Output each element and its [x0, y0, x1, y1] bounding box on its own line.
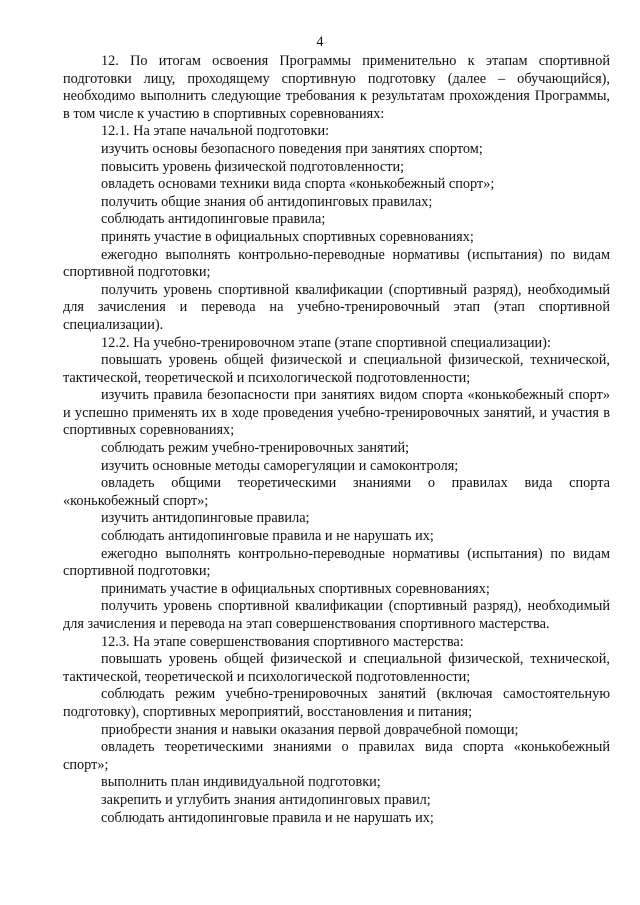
list-item: изучить основы безопасного поведения при занятиях спортом; — [101, 140, 483, 157]
list-item: овладеть теоретическими знаниями о правилах вида спорта «конькобежный спорт»; — [63, 739, 610, 773]
list-item: соблюдать антидопинговые правила и не нарушать их; — [101, 528, 434, 545]
list-item: ежегодно выполнять контрольно-переводные нормативы (испытания) по видам спортивной подготовки; — [63, 246, 610, 281]
list-item: выполнить план индивидуальной подготовки; — [101, 774, 381, 791]
list-item: овладеть общими теоретическими знаниями о правилах вида спорта «конькобежный спорт»; — [63, 475, 610, 509]
section-heading-12-1: 12.1. На этапе начальной подготовки: — [101, 123, 330, 140]
section-heading-12-3: 12.3. На этапе совершенствования спортивного мастерства: — [101, 633, 464, 650]
list-item: получить уровень спортивной квалификации (спортивный разряд), необходимый для зачисления и перевода на этап совершенствования спортивного мастерства. — [63, 598, 610, 632]
list-item: изучить основные методы саморегуляции и самоконтроля; — [101, 457, 459, 474]
document-body — [63, 53, 610, 827]
list-item: принимать участие в официальных спортивных соревнованиях; — [101, 580, 490, 597]
paragraph-12-intro: 12. По итогам освоения Программы применительно к этапам спортивной подготовки лицу, проходящему спортивную подготовку (далее – обучающийся), необходимо выполнить следующие требования к результатам прохождения Программы, в том числе к участию в спортивных соревнованиях: — [63, 53, 610, 122]
list-item: получить общие знания об антидопинговых правилах; — [101, 193, 433, 210]
list-item: принять участие в официальных спортивных соревнованиях; — [101, 228, 474, 245]
list-item: повысить уровень физической подготовленности; — [101, 158, 405, 175]
list-item: изучить антидопинговые правила; — [101, 510, 310, 527]
page-number: 4 — [316, 34, 324, 50]
list-item: повышать уровень общей физической и специальной физической, технической, тактической, теоретической и психологической подготовленности; — [63, 651, 610, 685]
list-item: закрепить и углубить знания антидопинговых правил; — [101, 791, 431, 808]
list-item: приобрести знания и навыки оказания первой доврачебной помощи; — [101, 721, 519, 738]
list-item: ежегодно выполнять контрольно-переводные нормативы (испытания) по видам спортивной подготовки; — [63, 545, 610, 580]
list-item: получить уровень спортивной квалификации (спортивный разряд), необходимый для зачисления и перевода на учебно-тренировочный этап (этап спортивной специализации). — [63, 281, 610, 333]
list-item: соблюдать режим учебно-тренировочных занятий; — [101, 440, 410, 457]
list-item: соблюдать антидопинговые правила; — [101, 211, 326, 228]
section-heading-12-2: 12.2. На учебно-тренировочном этапе (этапе спортивной специализации): — [101, 334, 551, 351]
list-item: соблюдать антидопинговые правила и не нарушать их; — [101, 809, 434, 826]
list-item: изучить правила безопасности при занятиях видом спорта «конькобежный спорт» и успешно применять их в ходе проведения учебно-тренировочных занятий, и участия в спортивных соревнованиях; — [63, 387, 610, 439]
list-item: овладеть основами техники вида спорта «конькобежный спорт»; — [101, 176, 495, 193]
list-item: соблюдать режим учебно-тренировочных занятий (включая самостоятельную подготовку), спортивных мероприятий, восстановления и питания; — [63, 686, 610, 720]
list-item: повышать уровень общей физической и специальной физической, технической, тактической, теоретической и психологической подготовленности; — [63, 352, 610, 386]
